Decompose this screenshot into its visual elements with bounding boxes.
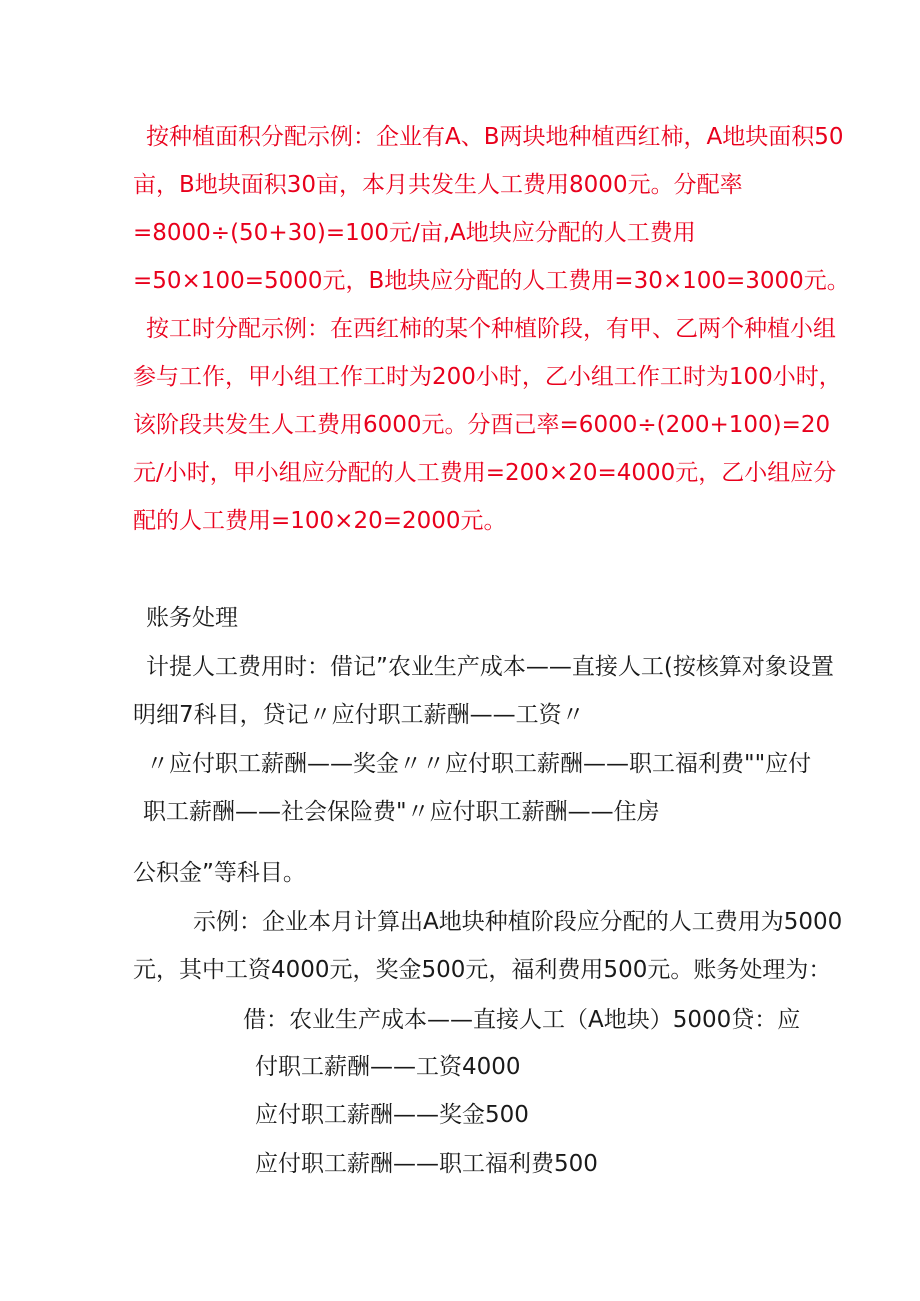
paragraph-line: 亩，B地块面积30亩，本月共发生人工费用8000元。分配率 [133, 172, 743, 198]
paragraph-line: 参与工作，甲小组工作工时为200小时，乙小组工作工时为100小时， [133, 364, 842, 390]
journal-entry-line: 付职工薪酬——工资4000 [255, 1054, 521, 1080]
paragraph-line: =8000÷(50+30)=100元/亩,A地块应分配的人工费用 [133, 220, 696, 246]
paragraph-line: 该阶段共发生人工费用6000元。分酉己率=6000÷(200+100)=20 [133, 412, 831, 438]
paragraph-line: 示例：企业本月计算出A地块种植阶段应分配的人工费用为5000 [193, 909, 843, 935]
paragraph-line: =50×100=5000元，B地块应分配的人工费用=30×100=3000元。 [133, 268, 850, 294]
paragraph-line: 元/小时，甲小组应分配的人工费用=200×20=4000元，乙小组应分 [133, 460, 837, 486]
paragraph-line: 按种植面积分配示例：企业有A、B两块地种植西红柿，A地块面积50 [146, 124, 844, 150]
paragraph-line: 按工时分配示例：在西红柿的某个种植阶段，有甲、乙两个种植小组 [146, 316, 836, 342]
paragraph-line: 计提人工费用时：借记”农业生产成本——直接人工(按核算对象设置 [146, 654, 834, 680]
section-heading: 账务处理 [146, 605, 238, 631]
paragraph-line: 职工薪酬——社会保险费"〃应付职工薪酬——住房 [143, 799, 660, 825]
paragraph-line: 〃应付职工薪酬——奖金〃〃应付职工薪酬——职工福利费""应付 [146, 751, 812, 777]
journal-entry-line: 借：农业生产成本——直接人工（A地块）5000贷：应 [243, 1007, 801, 1033]
paragraph-line: 明细7科目，贷记〃应付职工薪酬——工资〃 [133, 702, 585, 728]
journal-entry-line: 应付职工薪酬——职工福利费500 [255, 1151, 598, 1177]
paragraph-line: 元，其中工资4000元，奖金500元，福利费用500元。账务处理为： [133, 957, 832, 983]
paragraph-line: 配的人工费用=100×20=2000元。 [133, 508, 507, 534]
paragraph-line: 公积金”等科目。 [133, 860, 306, 886]
journal-entry-line: 应付职工薪酬——奖金500 [255, 1102, 529, 1128]
